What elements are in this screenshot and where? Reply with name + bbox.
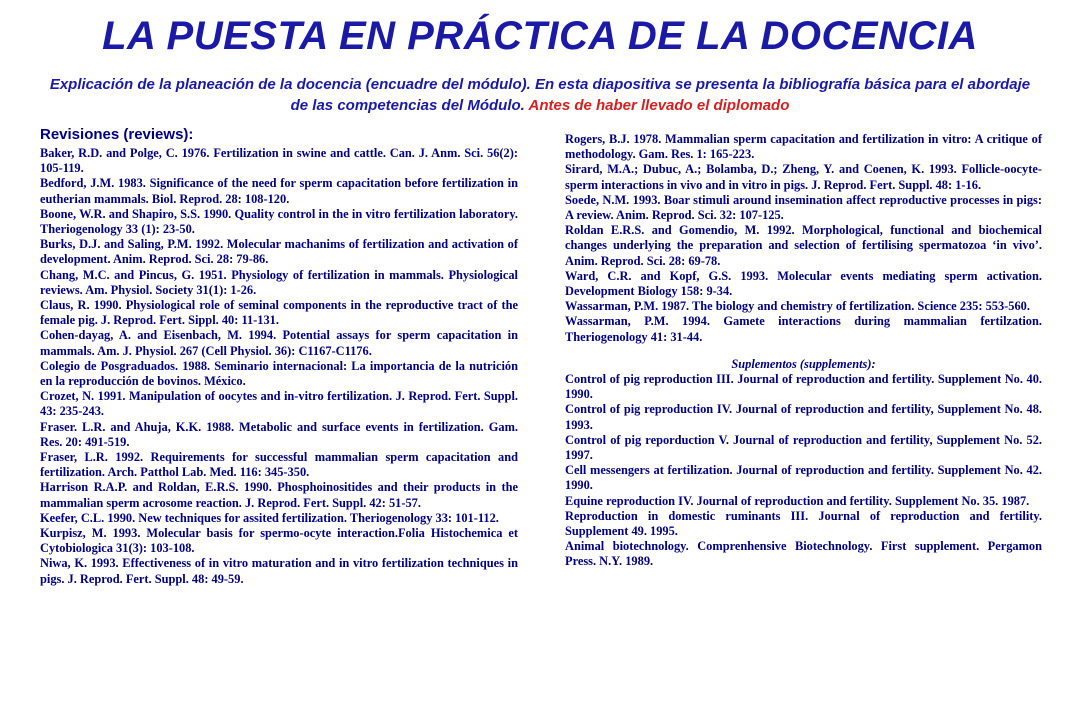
subtitle-text: Explicación de la planeación de la docencia (encuadre del módulo). En esta diapositiva se presenta la bibliografía básica para el abordaje de las competencias del Módulo. xyxy=(49,76,1031,114)
reference-item: Roldan E.R.S. and Gomendio, M. 1992. Morphological, functional and biochemical changes underlying the preparation and selection of fertilising spermatozoa ‘in vivo’. Anim. Reprod. Sci. 28: 69-78. xyxy=(565,223,1042,268)
supplement-item: Cell messengers at fertilization. Journal of reproduction and fertility. Supplement No. 42. 1990. xyxy=(565,463,1042,493)
reference-item: Wassarman, P.M. 1994. Gamete interactions during mammalian fertilzation. Theriogenology 41: 31-44. xyxy=(565,314,1042,344)
supplement-item: Control of pig reproduction IV. Journal of reproduction and fertility, Supplement No. 48. 1993. xyxy=(565,402,1042,432)
reference-item: Fraser, L.R. 1992. Requirements for successful mammalian sperm capacitation and fertilization. Arch. Patthol Lab. Med. 116: 345-350. xyxy=(40,450,518,480)
reference-item: Burks, D.J. and Saling, P.M. 1992. Molecular machanims of fertilization and activation of development. Anim. Reprod. Sci. 28: 79-86. xyxy=(40,237,518,267)
reviews-column-left xyxy=(40,126,518,587)
reference-item: Soede, N.M. 1993. Boar stimuli around insemination affect reproductive processes in pigs: A review. Anim. Reprod. Sci. 32: 107-125. xyxy=(565,192,1042,223)
reference-item: Boone, W.R. and Shapiro, S.S. 1990. Quality control in the in vitro fertilization laboratory. Theriogenology 33 (1): 23-50. xyxy=(40,206,518,237)
reference-item: Ward, C.R. and Kopf, G.S. 1993. Molecular events mediating sperm activation. Development Biology 158: 9-34. xyxy=(565,268,1042,299)
reference-item: Sirard, M.A.; Dubuc, A.; Bolamba, D.; Zheng, Y. and Coenen, K. 1993. Follicle-oocyte-sperm interactions in vivo and in vitro in pigs. J. Reprod. Fert. Suppl. 48: 1-16. xyxy=(565,162,1042,192)
reference-item: Claus, R. 1990. Physiological role of seminal components in the reproductive tract of the female pig. J. Reprod. Fert. Sippl. 40: 11-131. xyxy=(40,298,518,328)
slide-subtitle xyxy=(40,74,1040,116)
reference-item: Harrison R.A.P. and Roldan, E.R.S. 1990. Phosphoinositides and their products in the mammalian sperm acrosome reaction. J. Reprod. Fert. Suppl. 42: 51-57. xyxy=(40,480,518,510)
slide-title: LA PUESTA EN PRÁCTICA DE LA DOCENCIA xyxy=(102,14,978,58)
reference-item: Keefer, C.L. 1990. New techniques for assited fertilization. Theriogenology 33: 101-112. xyxy=(40,510,499,525)
supplement-item: Control of pig reproduction III. Journal of reproduction and fertility. Supplement No. 40. 1990. xyxy=(565,372,1042,402)
references-column-right xyxy=(565,132,1042,570)
reference-item: Crozet, N. 1991. Manipulation of oocytes and in-vitro fertilization. J. Reprod. Fert. Suppl. 43: 235-243. xyxy=(40,389,518,419)
supplements-heading: Suplementos (supplements): xyxy=(731,356,876,371)
reference-item: Niwa, K. 1993. Effectiveness of in vitro maturation and in vitro fertilization techniques in pigs. J. Reprod. Fert. Suppl. 48: 49-59. xyxy=(40,556,518,586)
reference-item: Colegio de Posgraduados. 1988. Seminario internacional: La importancia de la nutrición en la reproducción de bovinos. México. xyxy=(40,358,518,389)
reviews-heading: Revisiones (reviews): xyxy=(40,126,194,143)
reference-item: Fraser. L.R. and Ahuja, K.K. 1988. Metabolic and surface events in fertilization. Gam. Res. 20: 491-519. xyxy=(40,419,518,449)
supplement-item: Control of pig reporduction V. Journal of reproduction and fertility, Supplement No. 52. 1997. xyxy=(565,432,1042,463)
reference-item: Cohen-dayag, A. and Eisenbach, M. 1994. Potential assays for sperm capacitation in mammals. Am. J. Physiol. 267 (Cell Physiol. 36): C1167-C1176. xyxy=(40,328,518,358)
supplement-item: Equine reproduction IV. Journal of reproduction and fertility. Supplement No. 35. 1987. xyxy=(565,493,1030,508)
reference-item: Kurpisz, M. 1993. Molecular basis for spermo-ocyte interaction.Folia Histochemica et Cytobiologica 31(3): 103-108. xyxy=(40,526,518,556)
reference-item: Rogers, B.J. 1978. Mammalian sperm capacitation and fertilization in vitro: A critique of methodology. Gam. Res. 1: 165-223. xyxy=(565,132,1042,162)
reference-item: Chang, M.C. and Pincus, G. 1951. Physiology of fertilization in mammals. Physiological reviews. Am. Physiol. Society 31(1): 1-26. xyxy=(40,267,518,297)
reference-item: Baker, R.D. and Polge, C. 1976. Fertilization in swine and cattle. Can. J. Anm. Sci. 56(2): 105-119. xyxy=(40,146,518,176)
reference-item: Bedford, J.M. 1983. Significance of the need for sperm capacitation before fertilization in eutherian mammals. Biol. Reprod. 28: 108-120. xyxy=(40,176,518,206)
subtitle-highlight: Antes de haber llevado el diplomado xyxy=(528,97,790,114)
supplement-item: Animal biotechnology. Comprenhensive Biotechnology. First supplement. Pergamon Press. N.Y. 1989. xyxy=(565,539,1042,569)
reference-item: Wassarman, P.M. 1987. The biology and chemistry of fertilization. Science 235: 553-560. xyxy=(565,299,1030,314)
supplement-item: Reproduction in domestic ruminants III. Journal of reproduction and fertility. Supplement 49. 1995. xyxy=(565,508,1042,539)
